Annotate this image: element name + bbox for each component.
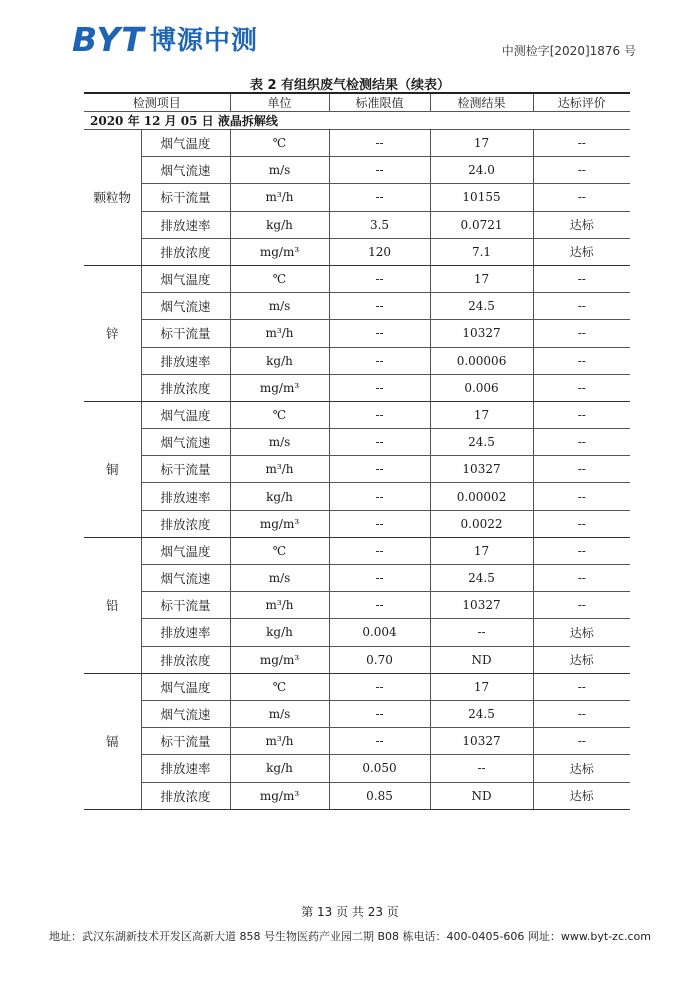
table-title: 表 2 有组织废气检测结果（续表） — [249, 78, 451, 93]
eval-cell: -- — [533, 130, 630, 157]
item-cell: 标干流量 — [141, 592, 230, 619]
item-cell: 烟气温度 — [141, 130, 230, 157]
item-cell: 排放浓度 — [141, 374, 230, 401]
page-number: 第 13 页 共 23 页 — [301, 905, 399, 919]
eval-cell: -- — [533, 537, 630, 564]
eval-cell: 达标 — [533, 211, 630, 238]
eval-cell: -- — [533, 374, 630, 401]
eval-cell: -- — [533, 728, 630, 755]
unit-cell: ℃ — [230, 265, 329, 292]
result-cell: 0.00002 — [430, 483, 533, 510]
item-cell: 标干流量 — [141, 728, 230, 755]
item-cell: 排放浓度 — [141, 782, 230, 809]
limit-cell: 0.050 — [329, 755, 430, 782]
item-cell: 烟气流速 — [141, 700, 230, 727]
limit-cell: -- — [329, 700, 430, 727]
header-row — [84, 93, 630, 112]
item-cell: 排放速率 — [141, 755, 230, 782]
item-cell: 标干流量 — [141, 320, 230, 347]
unit-cell: m³/h — [230, 592, 329, 619]
table-row — [84, 673, 630, 700]
item-cell: 烟气温度 — [141, 265, 230, 292]
unit-cell: kg/h — [230, 483, 329, 510]
limit-cell: -- — [329, 130, 430, 157]
unit-cell: m/s — [230, 157, 329, 184]
table-row — [84, 646, 630, 673]
unit-cell: mg/m³ — [230, 782, 329, 809]
item-cell: 排放浓度 — [141, 646, 230, 673]
table-row — [84, 755, 630, 782]
col-header-unit: 单位 — [230, 93, 329, 112]
table-row — [84, 130, 630, 157]
eval-cell: -- — [533, 293, 630, 320]
limit-cell: 120 — [329, 238, 430, 265]
limit-cell: -- — [329, 374, 430, 401]
item-cell: 标干流量 — [141, 456, 230, 483]
unit-cell: m/s — [230, 429, 329, 456]
item-cell: 烟气流速 — [141, 293, 230, 320]
eval-cell: -- — [533, 565, 630, 592]
limit-cell: -- — [329, 592, 430, 619]
result-cell: 10327 — [430, 592, 533, 619]
item-cell: 标干流量 — [141, 184, 230, 211]
eval-cell: -- — [533, 347, 630, 374]
table-row — [84, 537, 630, 564]
footer-address: 地址：武汉东湖新技术开发区高新大道 858 号生物医药产业园二期 B08 栋电话：400-0405-606 网址：www.byt-zc.com — [48, 930, 651, 943]
results-table — [84, 92, 630, 810]
limit-cell: -- — [329, 537, 430, 564]
item-cell: 排放速率 — [141, 619, 230, 646]
table-row — [84, 265, 630, 292]
limit-cell: -- — [329, 565, 430, 592]
table-row — [84, 619, 630, 646]
unit-cell: m/s — [230, 565, 329, 592]
result-cell: 24.5 — [430, 293, 533, 320]
table-row — [84, 347, 630, 374]
unit-cell: m³/h — [230, 320, 329, 347]
table-row — [84, 157, 630, 184]
table-row — [84, 483, 630, 510]
unit-cell: kg/h — [230, 347, 329, 374]
report-number: 中测检字[2020]1876 号 — [501, 44, 636, 58]
unit-cell: mg/m³ — [230, 374, 329, 401]
item-cell: 排放速率 — [141, 483, 230, 510]
result-cell: ND — [430, 782, 533, 809]
limit-cell: -- — [329, 265, 430, 292]
item-cell: 烟气温度 — [141, 401, 230, 428]
result-cell: 0.006 — [430, 374, 533, 401]
unit-cell: mg/m³ — [230, 646, 329, 673]
eval-cell: -- — [533, 510, 630, 537]
limit-cell: 0.70 — [329, 646, 430, 673]
result-cell: 0.00006 — [430, 347, 533, 374]
pollutant-name: 铜 — [84, 401, 141, 537]
eval-cell: -- — [533, 429, 630, 456]
result-cell: 24.5 — [430, 429, 533, 456]
col-header-result: 检测结果 — [430, 93, 533, 112]
unit-cell: kg/h — [230, 211, 329, 238]
table-row — [84, 782, 630, 809]
limit-cell: 0.004 — [329, 619, 430, 646]
result-cell: -- — [430, 619, 533, 646]
pollutant-name: 颗粒物 — [84, 130, 141, 266]
table-row — [84, 184, 630, 211]
table-row — [84, 320, 630, 347]
limit-cell: 0.85 — [329, 782, 430, 809]
result-cell: 17 — [430, 401, 533, 428]
unit-cell: ℃ — [230, 401, 329, 428]
table-body — [84, 112, 630, 810]
unit-cell: m/s — [230, 700, 329, 727]
item-cell: 排放速率 — [141, 347, 230, 374]
eval-cell: -- — [533, 265, 630, 292]
unit-cell: mg/m³ — [230, 510, 329, 537]
pollutant-name: 镉 — [84, 673, 141, 809]
limit-cell: -- — [329, 347, 430, 374]
result-cell: 17 — [430, 673, 533, 700]
eval-cell: -- — [533, 157, 630, 184]
eval-cell: 达标 — [533, 619, 630, 646]
result-cell: 10327 — [430, 320, 533, 347]
unit-cell: ℃ — [230, 673, 329, 700]
eval-cell: -- — [533, 184, 630, 211]
limit-cell: -- — [329, 728, 430, 755]
limit-cell: -- — [329, 184, 430, 211]
limit-cell: -- — [329, 157, 430, 184]
result-cell: -- — [430, 755, 533, 782]
result-cell: 24.5 — [430, 700, 533, 727]
eval-cell: -- — [533, 320, 630, 347]
limit-cell: -- — [329, 456, 430, 483]
table-row — [84, 401, 630, 428]
result-cell: 17 — [430, 130, 533, 157]
result-cell: 24.0 — [430, 157, 533, 184]
table-row — [84, 592, 630, 619]
result-cell: 17 — [430, 265, 533, 292]
logo-company-name: 博源中测 — [150, 26, 259, 56]
unit-cell: m³/h — [230, 456, 329, 483]
result-cell: 17 — [430, 537, 533, 564]
unit-cell: mg/m³ — [230, 238, 329, 265]
eval-cell: -- — [533, 700, 630, 727]
result-cell: 0.0022 — [430, 510, 533, 537]
unit-cell: m³/h — [230, 728, 329, 755]
date-row — [84, 112, 630, 130]
item-cell: 排放浓度 — [141, 510, 230, 537]
company-logo — [72, 20, 272, 60]
item-cell: 排放浓度 — [141, 238, 230, 265]
col-header-eval: 达标评价 — [533, 93, 630, 112]
table-row — [84, 238, 630, 265]
item-cell: 烟气温度 — [141, 673, 230, 700]
limit-cell: -- — [329, 320, 430, 347]
pollutant-name: 铅 — [84, 537, 141, 673]
result-cell: 24.5 — [430, 565, 533, 592]
eval-cell: -- — [533, 483, 630, 510]
item-cell: 烟气流速 — [141, 565, 230, 592]
unit-cell: m³/h — [230, 184, 329, 211]
limit-cell: -- — [329, 401, 430, 428]
limit-cell: -- — [329, 510, 430, 537]
unit-cell: ℃ — [230, 130, 329, 157]
item-cell: 烟气流速 — [141, 429, 230, 456]
table-row — [84, 728, 630, 755]
unit-cell: m/s — [230, 293, 329, 320]
table-row — [84, 293, 630, 320]
col-header-item: 检测项目 — [84, 93, 230, 112]
eval-cell: -- — [533, 401, 630, 428]
item-cell: 排放速率 — [141, 211, 230, 238]
result-cell: 0.0721 — [430, 211, 533, 238]
unit-cell: kg/h — [230, 755, 329, 782]
eval-cell: 达标 — [533, 782, 630, 809]
eval-cell: -- — [533, 592, 630, 619]
table-row — [84, 211, 630, 238]
limit-cell: -- — [329, 429, 430, 456]
item-cell: 烟气温度 — [141, 537, 230, 564]
table-row — [84, 429, 630, 456]
eval-cell: 达标 — [533, 238, 630, 265]
unit-cell: ℃ — [230, 537, 329, 564]
item-cell: 烟气流速 — [141, 157, 230, 184]
logo-mark: BYT — [72, 20, 145, 59]
result-cell: 10327 — [430, 456, 533, 483]
table-row — [84, 374, 630, 401]
eval-cell: 达标 — [533, 755, 630, 782]
result-cell: 7.1 — [430, 238, 533, 265]
eval-cell: -- — [533, 673, 630, 700]
table-row — [84, 510, 630, 537]
result-cell: 10327 — [430, 728, 533, 755]
table-row — [84, 565, 630, 592]
table-row — [84, 700, 630, 727]
limit-cell: 3.5 — [329, 211, 430, 238]
unit-cell: kg/h — [230, 619, 329, 646]
limit-cell: -- — [329, 293, 430, 320]
result-cell: 10155 — [430, 184, 533, 211]
date-label: 2020 年 12 月 05 日 液晶拆解线 — [84, 112, 630, 130]
limit-cell: -- — [329, 483, 430, 510]
pollutant-name: 锌 — [84, 265, 141, 401]
table-row — [84, 456, 630, 483]
col-header-limit: 标准限值 — [329, 93, 430, 112]
result-cell: ND — [430, 646, 533, 673]
eval-cell: 达标 — [533, 646, 630, 673]
limit-cell: -- — [329, 673, 430, 700]
eval-cell: -- — [533, 456, 630, 483]
